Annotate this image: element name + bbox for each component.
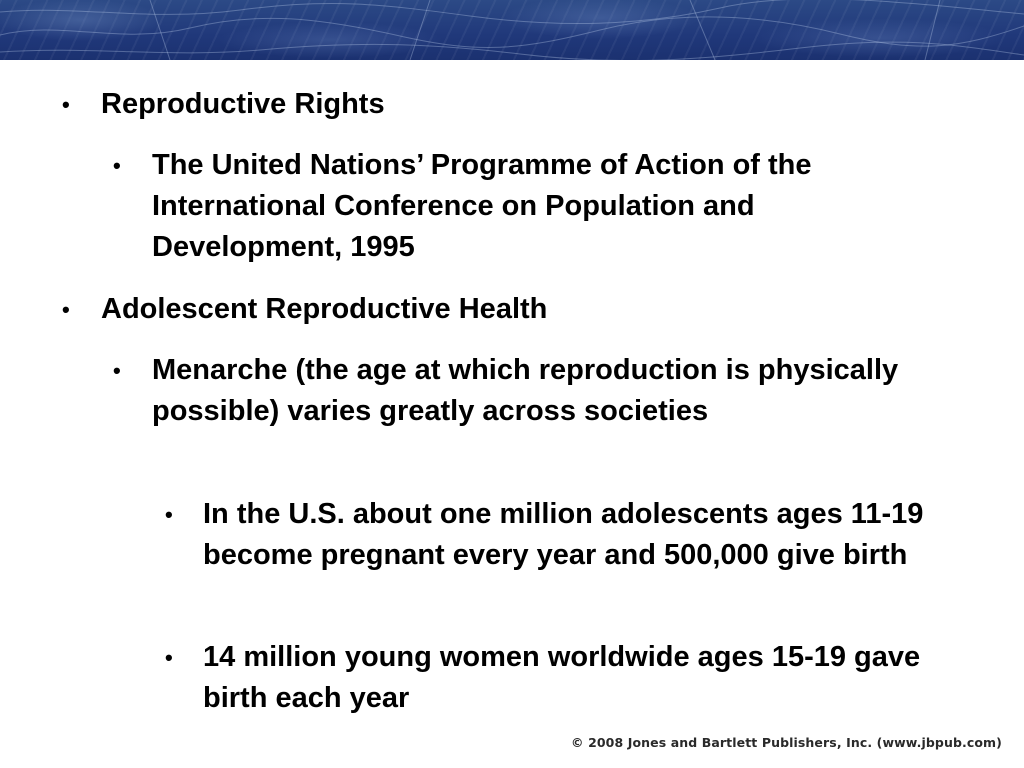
copyright-notice: © 2008 Jones and Bartlett Publishers, Inc. (www.jbpub.com)	[571, 735, 1002, 750]
map-texture-graphic	[0, 0, 1024, 60]
bullet-marker: •	[165, 645, 173, 670]
bullet-menarche: Menarche (the age at which reproduction is physically possible) varies greatly across societies	[152, 354, 899, 427]
bullet-un-programme: The United Nations’ Programme of Action of the International Conference on Population and Development, 1995	[152, 149, 812, 263]
bullet-marker: •	[62, 297, 70, 322]
bullet-worldwide-births: 14 million young women worldwide ages 15-19 gave birth each year	[203, 641, 921, 714]
bullet-marker: •	[62, 92, 70, 117]
bullet-marker: •	[165, 502, 173, 527]
bullet-adolescent-health: Adolescent Reproductive Health	[101, 293, 548, 325]
header-banner	[0, 0, 1024, 60]
bullet-us-pregnancy: In the U.S. about one million adolescents ages 11-19 become pregnant every year and 500,000 give birth	[203, 498, 924, 571]
bullet-reproductive-rights: Reproductive Rights	[101, 88, 385, 120]
bullet-marker: •	[113, 358, 121, 383]
bullet-marker: •	[113, 153, 121, 178]
